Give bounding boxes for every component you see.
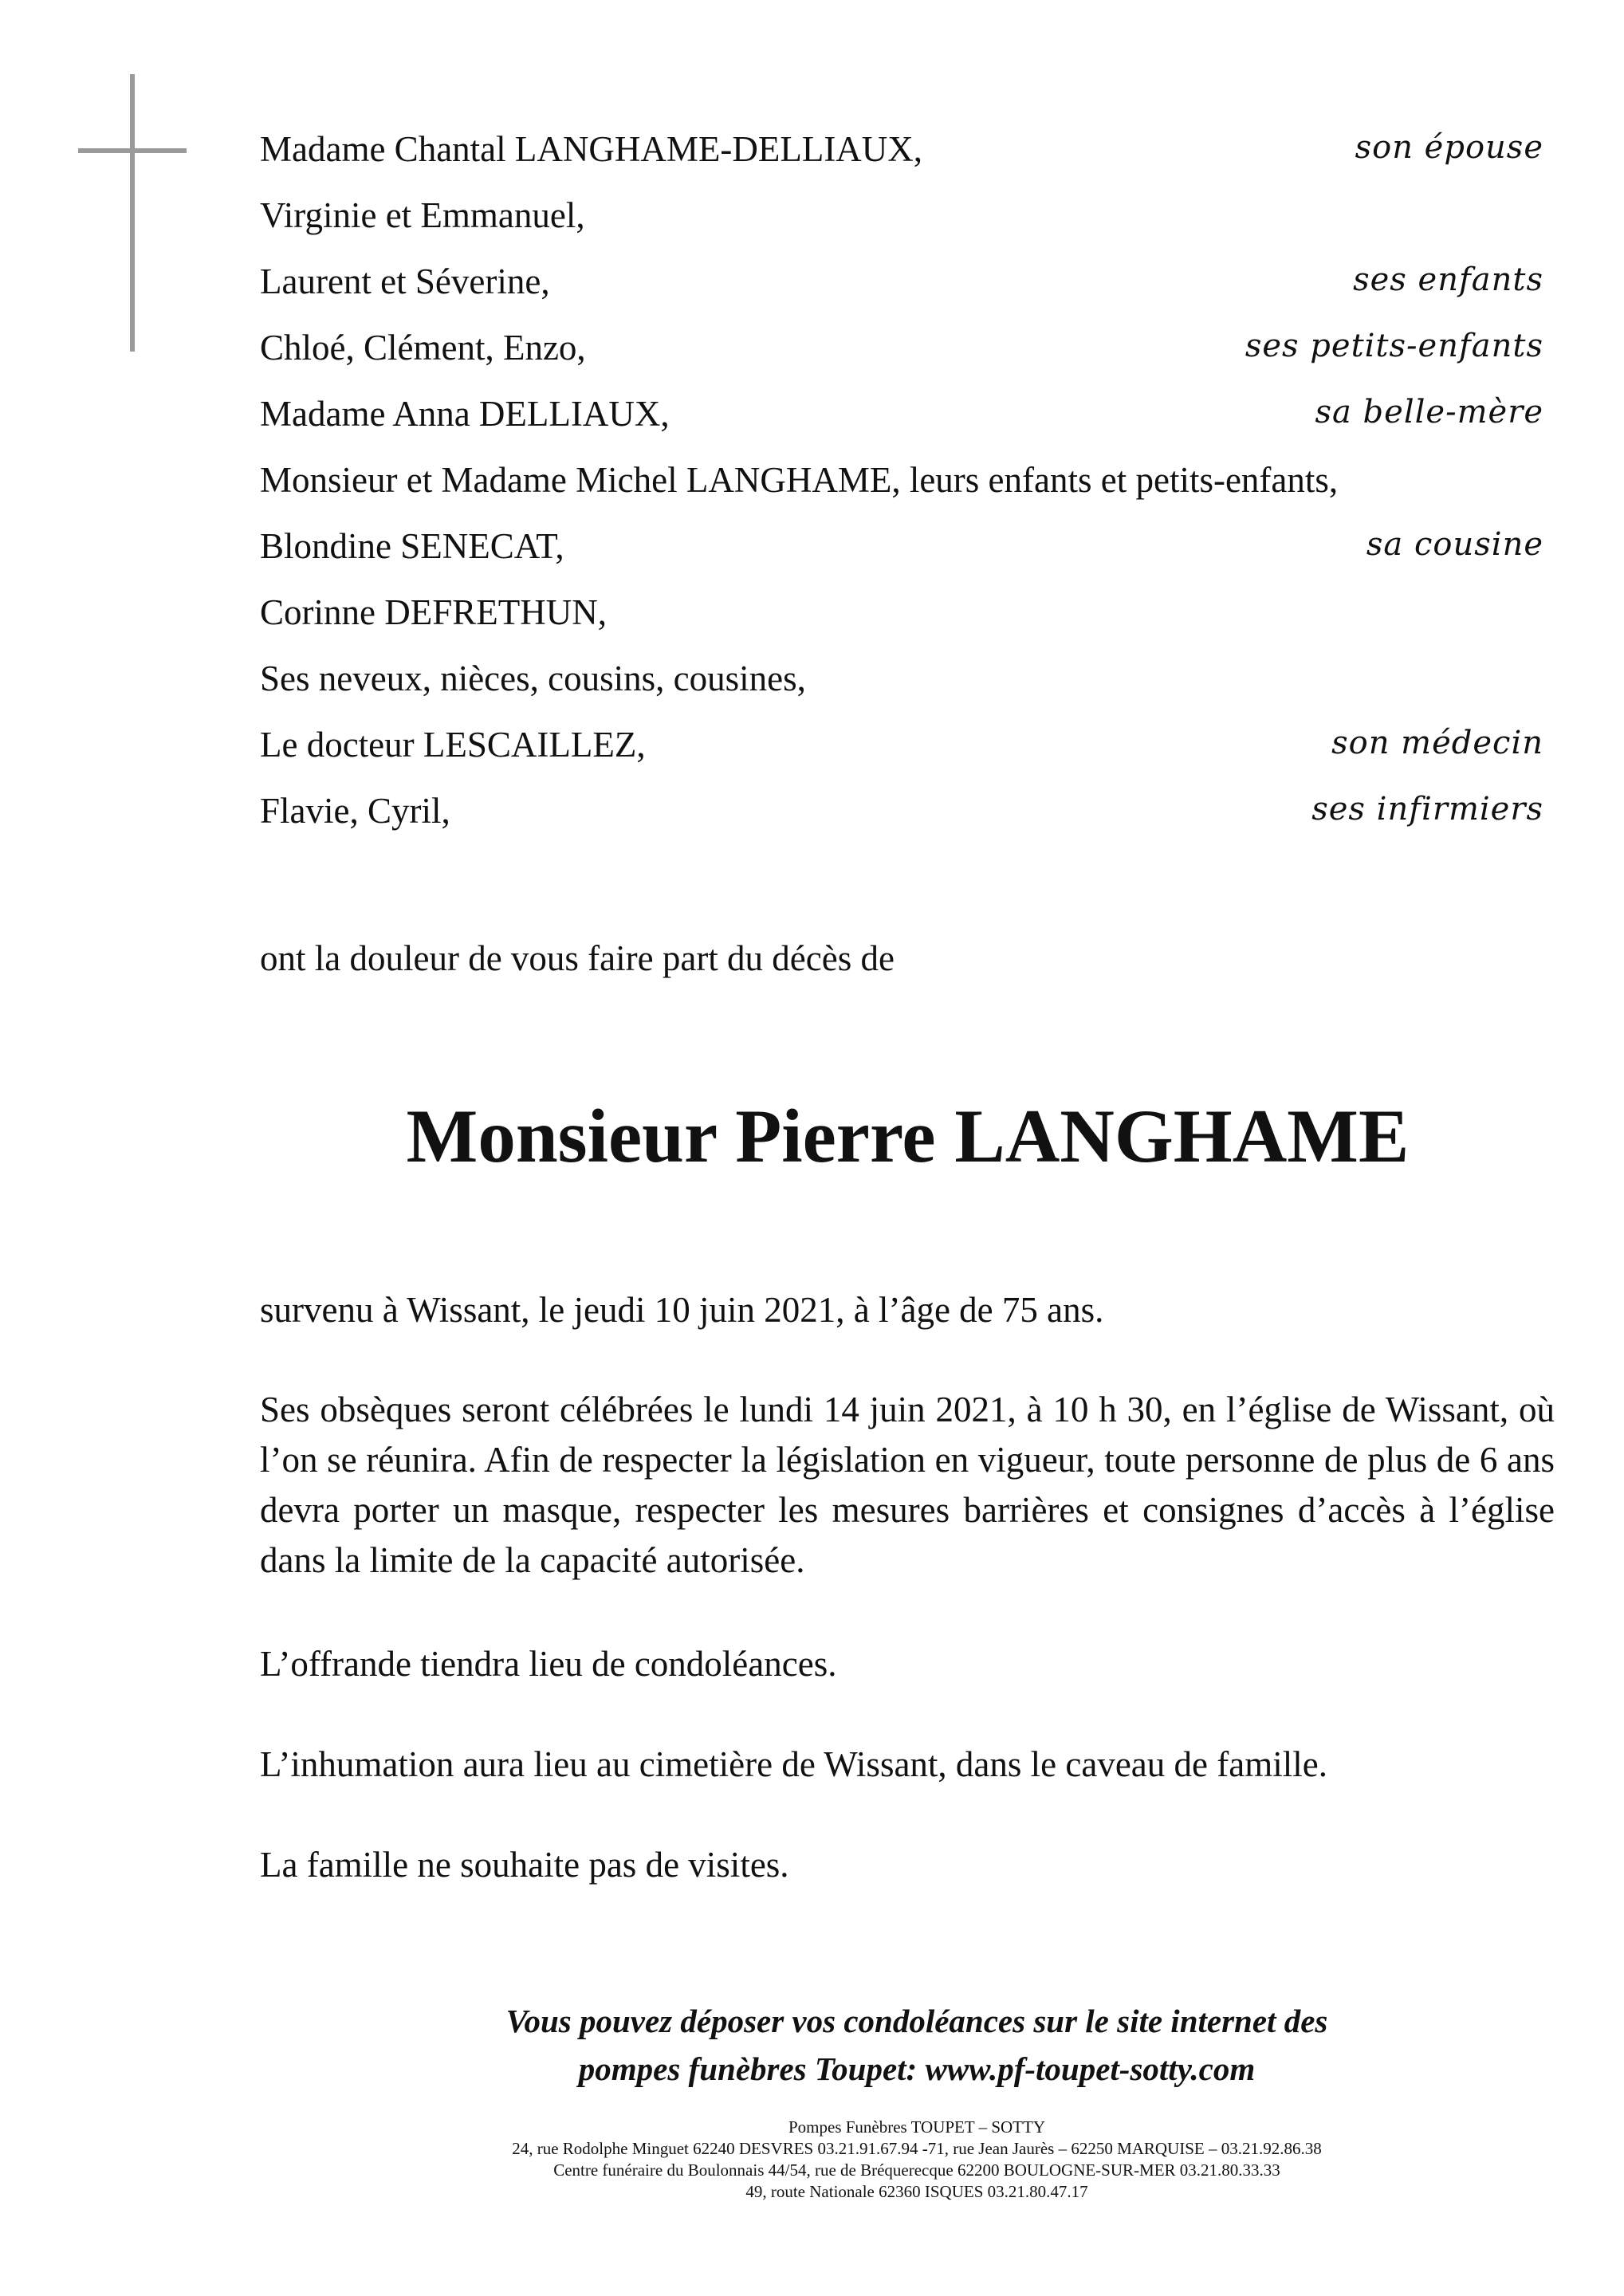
cross-horizontal-bar [78,148,187,153]
online-condolences-prefix: pompes funèbres Toupet: [578,2050,926,2087]
family-row [260,384,1543,450]
family-row [260,649,1543,715]
family-row [260,450,1543,517]
family-row [260,318,1543,384]
family-list [260,120,1543,847]
family-row [260,120,1543,186]
website-link[interactable]: www.pf-toupet-sotty.com [925,2050,1256,2087]
family-member-name: Madame Anna DELLIAUX, [260,394,670,434]
family-relation: sa cousine [1366,526,1543,563]
family-relation: son épouse [1355,129,1543,166]
footer-address-line: 49, route Nationale 62360 ISQUES 03.21.80.47.17 [745,2182,1088,2201]
family-row [260,252,1543,318]
footer-address-line: 24, rue Rodolphe Minguet 62240 DESVRES 03.21.91.67.94 -71, rue Jean Jaurès – 62250 MARQUISE – 03.21.92.86.38 [512,2139,1322,2158]
family-row [260,583,1543,649]
funeral-details: Ses obsèques seront célébrées le lundi 14 juin 2021, à 10 h 30, en l’église de Wissant, où l’on se réunira. Afin de respecter la législation en vigueur, toute personne de plus de 6 ans devra porter un masque, respecter les mesures barrières et consignes d’accès à l’église dans la limite de la capacité autorisée. [260,1390,1555,1580]
cross-vertical-bar [130,74,135,352]
online-condolences-line2 [239,2045,1595,2093]
announcement-intro: ont la douleur de vous faire part du décès de [260,938,895,978]
family-relation: ses petits-enfants [1245,328,1543,364]
deceased-name: Monsieur Pierre LANGHAME [406,1094,1410,1178]
family-row [260,781,1543,847]
family-member-name: Monsieur et Madame Michel LANGHAME, leurs enfants et petits-enfants, [260,460,1339,500]
online-condolences [239,1997,1595,2093]
burial-details: L’inhumation aura lieu au cimetière de Wissant, dans le caveau de famille. [260,1744,1327,1784]
family-row [260,715,1543,781]
online-condolences-line1: Vous pouvez déposer vos condoléances sur le site internet des [505,2003,1328,2039]
visits-note: La famille ne souhaite pas de visites. [260,1845,789,1885]
family-member-name: Flavie, Cyril, [260,791,450,831]
family-row [260,186,1543,252]
family-member-name: Madame Chantal LANGHAME-DELLIAUX, [260,129,923,169]
family-member-name: Ses neveux, nièces, cousins, cousines, [260,659,806,698]
family-member-name: Virginie et Emmanuel, [260,195,585,235]
family-member-name: Corinne DEFRETHUN, [260,592,607,632]
offering-note: L’offrande tiendra lieu de condoléances. [260,1644,837,1684]
family-member-name: Chloé, Clément, Enzo, [260,328,586,368]
death-details: survenu à Wissant, le jeudi 10 juin 2021, à l’âge de 75 ans. [260,1290,1104,1330]
family-relation: ses enfants [1353,261,1543,298]
footer-address-line: Centre funéraire du Boulonnais 44/54, rue de Bréquerecque 62200 BOULOGNE-SUR-MER 03.21.80.33.33 [553,2160,1280,2180]
family-relation: son médecin [1331,725,1543,761]
funeral-home-footer [239,2117,1595,2203]
family-member-name: Blondine SENECAT, [260,526,564,566]
family-relation: ses infirmiers [1311,791,1543,828]
family-row [260,517,1543,583]
family-member-name: Le docteur LESCAILLEZ, [260,725,646,765]
footer-company-name: Pompes Funèbres TOUPET – SOTTY [788,2117,1045,2137]
family-member-name: Laurent et Séverine, [260,261,550,301]
family-relation: sa belle-mère [1315,394,1543,431]
